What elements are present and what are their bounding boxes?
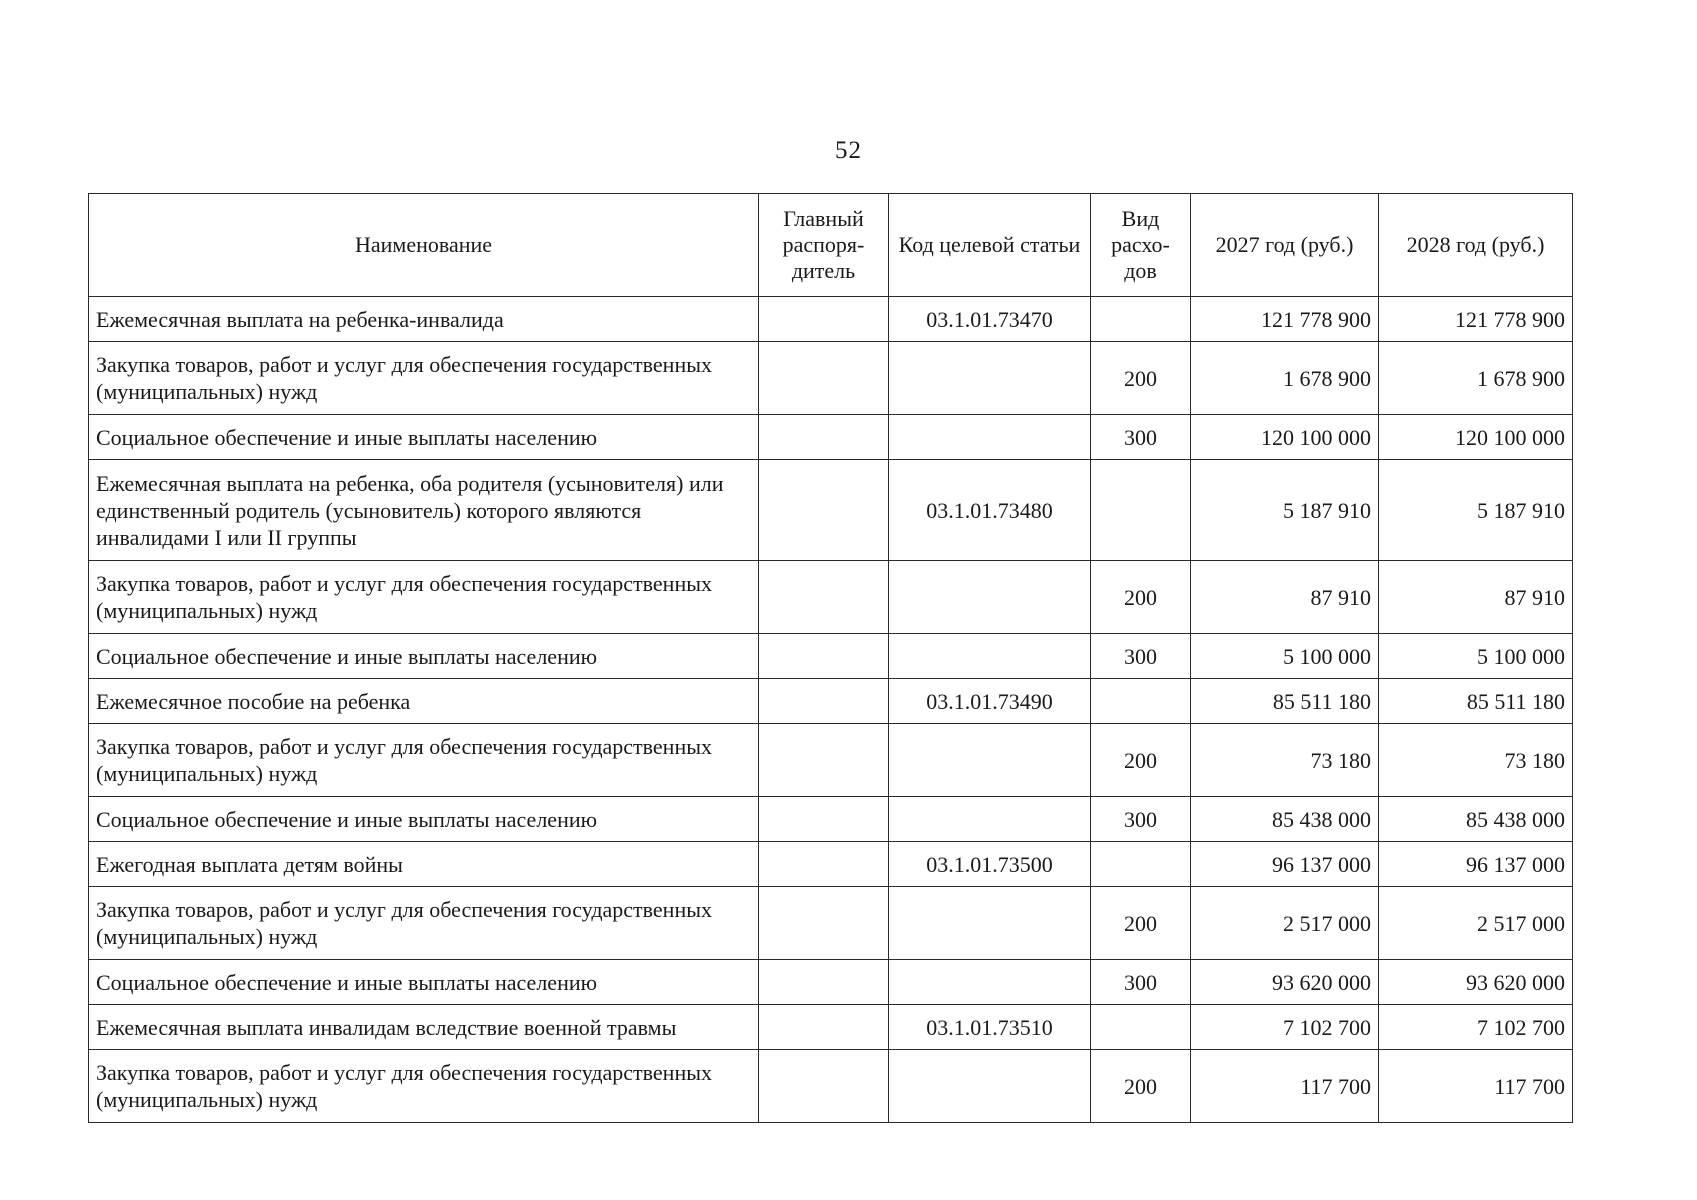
table-row <box>89 634 1573 679</box>
cell-manager <box>759 842 889 887</box>
table-row <box>89 797 1573 842</box>
header-2027: 2027 год (руб.) <box>1191 194 1379 297</box>
cell-2027: 120 100 000 <box>1191 415 1379 460</box>
table-row <box>89 679 1573 724</box>
cell-code <box>889 887 1091 960</box>
cell-code <box>889 634 1091 679</box>
cell-manager <box>759 724 889 797</box>
cell-name: Закупка товаров, работ и услуг для обеспечения государственных (муниципальных) нужд <box>89 887 759 960</box>
cell-2027: 5 187 910 <box>1191 460 1379 561</box>
cell-2028: 7 102 700 <box>1379 1005 1573 1050</box>
cell-name: Ежемесячное пособие на ребенка <box>89 679 759 724</box>
budget-table <box>88 193 1573 1123</box>
table-row <box>89 960 1573 1005</box>
table-row <box>89 415 1573 460</box>
cell-type <box>1091 842 1191 887</box>
cell-code <box>889 797 1091 842</box>
table-row <box>89 1050 1573 1123</box>
cell-2027: 87 910 <box>1191 561 1379 634</box>
table-row <box>89 561 1573 634</box>
cell-2027: 73 180 <box>1191 724 1379 797</box>
cell-manager <box>759 679 889 724</box>
table-row <box>89 460 1573 561</box>
cell-manager <box>759 1005 889 1050</box>
cell-manager <box>759 887 889 960</box>
cell-type: 200 <box>1091 342 1191 415</box>
cell-2027: 85 511 180 <box>1191 679 1379 724</box>
cell-2027: 117 700 <box>1191 1050 1379 1123</box>
cell-type <box>1091 679 1191 724</box>
cell-2028: 85 511 180 <box>1379 679 1573 724</box>
cell-type <box>1091 1005 1191 1050</box>
cell-code <box>889 1050 1091 1123</box>
cell-type: 200 <box>1091 561 1191 634</box>
page-number: 52 <box>835 137 862 164</box>
cell-2027: 7 102 700 <box>1191 1005 1379 1050</box>
header-manager: Главный распоря-дитель <box>759 194 889 297</box>
cell-name: Ежегодная выплата детям войны <box>89 842 759 887</box>
cell-2027: 96 137 000 <box>1191 842 1379 887</box>
cell-code <box>889 415 1091 460</box>
header-code: Код целевой статьи <box>889 194 1091 297</box>
cell-type: 300 <box>1091 634 1191 679</box>
cell-name: Ежемесячная выплата инвалидам вследствие военной травмы <box>89 1005 759 1050</box>
table-row <box>89 297 1573 342</box>
cell-code <box>889 960 1091 1005</box>
cell-2028: 121 778 900 <box>1379 297 1573 342</box>
cell-2027: 121 778 900 <box>1191 297 1379 342</box>
cell-code: 03.1.01.73490 <box>889 679 1091 724</box>
cell-2027: 2 517 000 <box>1191 887 1379 960</box>
cell-2028: 73 180 <box>1379 724 1573 797</box>
cell-code <box>889 561 1091 634</box>
cell-type: 200 <box>1091 1050 1191 1123</box>
cell-manager <box>759 634 889 679</box>
cell-manager <box>759 797 889 842</box>
cell-manager <box>759 1050 889 1123</box>
table-row <box>89 1005 1573 1050</box>
cell-2028: 2 517 000 <box>1379 887 1573 960</box>
cell-2028: 87 910 <box>1379 561 1573 634</box>
cell-2028: 96 137 000 <box>1379 842 1573 887</box>
cell-2027: 85 438 000 <box>1191 797 1379 842</box>
cell-2027: 93 620 000 <box>1191 960 1379 1005</box>
cell-name: Ежемесячная выплата на ребенка, оба родителя (усыновителя) или единственный родитель (усыновитель) которого являются инвалидами I или II группы <box>89 460 759 561</box>
cell-type: 300 <box>1091 960 1191 1005</box>
cell-type: 300 <box>1091 797 1191 842</box>
cell-manager <box>759 561 889 634</box>
cell-2028: 85 438 000 <box>1379 797 1573 842</box>
cell-code: 03.1.01.73480 <box>889 460 1091 561</box>
cell-name: Социальное обеспечение и иные выплаты населению <box>89 634 759 679</box>
cell-name: Социальное обеспечение и иные выплаты населению <box>89 960 759 1005</box>
cell-2027: 1 678 900 <box>1191 342 1379 415</box>
cell-name: Закупка товаров, работ и услуг для обеспечения государственных (муниципальных) нужд <box>89 1050 759 1123</box>
table-row <box>89 724 1573 797</box>
cell-type <box>1091 460 1191 561</box>
table-header-row <box>89 194 1573 297</box>
cell-2028: 93 620 000 <box>1379 960 1573 1005</box>
cell-name: Закупка товаров, работ и услуг для обеспечения государственных (муниципальных) нужд <box>89 561 759 634</box>
cell-manager <box>759 460 889 561</box>
cell-code <box>889 724 1091 797</box>
cell-type: 200 <box>1091 887 1191 960</box>
header-type: Вид расхо-дов <box>1091 194 1191 297</box>
cell-name: Социальное обеспечение и иные выплаты населению <box>89 415 759 460</box>
cell-name: Ежемесячная выплата на ребенка-инвалида <box>89 297 759 342</box>
cell-code <box>889 342 1091 415</box>
cell-name: Социальное обеспечение и иные выплаты населению <box>89 797 759 842</box>
cell-manager <box>759 342 889 415</box>
cell-code: 03.1.01.73470 <box>889 297 1091 342</box>
cell-code: 03.1.01.73500 <box>889 842 1091 887</box>
cell-name: Закупка товаров, работ и услуг для обеспечения государственных (муниципальных) нужд <box>89 342 759 415</box>
cell-2028: 5 187 910 <box>1379 460 1573 561</box>
header-name: Наименование <box>89 194 759 297</box>
cell-type: 300 <box>1091 415 1191 460</box>
cell-type: 200 <box>1091 724 1191 797</box>
cell-2027: 5 100 000 <box>1191 634 1379 679</box>
cell-code: 03.1.01.73510 <box>889 1005 1091 1050</box>
cell-type <box>1091 297 1191 342</box>
cell-manager <box>759 415 889 460</box>
table-row <box>89 887 1573 960</box>
cell-manager <box>759 960 889 1005</box>
table-row <box>89 842 1573 887</box>
cell-manager <box>759 297 889 342</box>
cell-name: Закупка товаров, работ и услуг для обеспечения государственных (муниципальных) нужд <box>89 724 759 797</box>
table-row <box>89 342 1573 415</box>
cell-2028: 117 700 <box>1379 1050 1573 1123</box>
header-2028: 2028 год (руб.) <box>1379 194 1573 297</box>
cell-2028: 5 100 000 <box>1379 634 1573 679</box>
cell-2028: 1 678 900 <box>1379 342 1573 415</box>
cell-2028: 120 100 000 <box>1379 415 1573 460</box>
